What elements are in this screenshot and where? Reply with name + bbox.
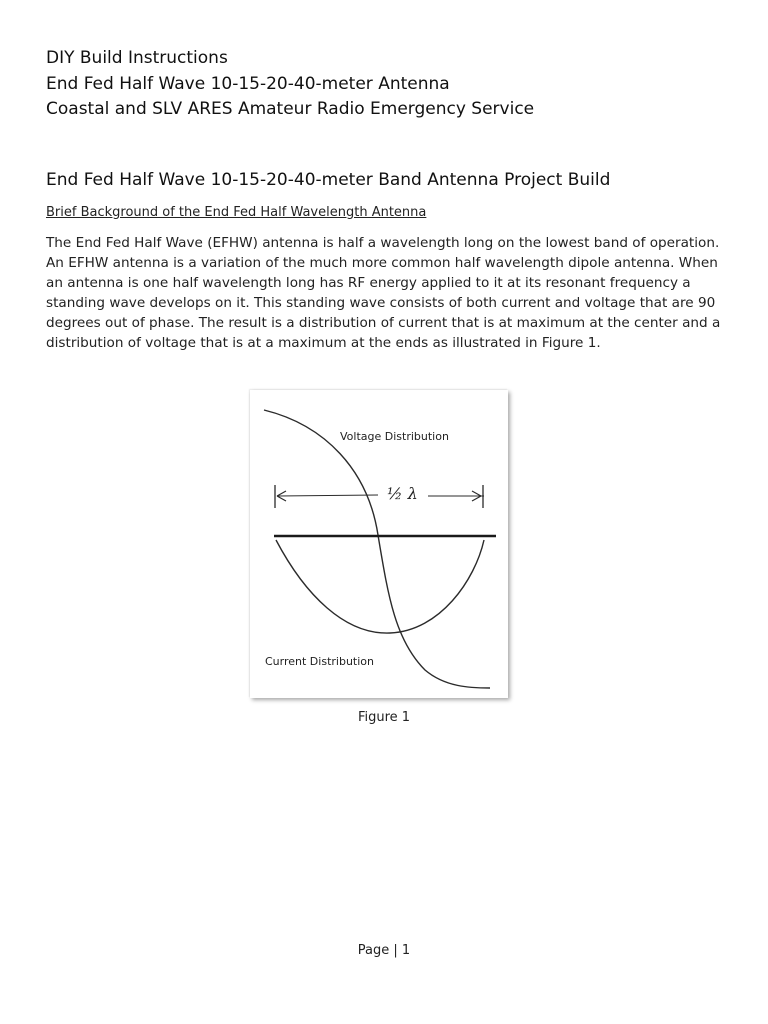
current-curve — [276, 540, 484, 633]
voltage-distribution-label: Voltage Distribution — [340, 430, 449, 443]
header-line-3: Coastal and SLV ARES Amateur Radio Emergency Service — [46, 99, 535, 119]
subheading: Brief Background of the End Fed Half Wavelength Antenna — [46, 205, 427, 220]
page-number: Page | 1 — [357, 943, 411, 958]
section-title: End Fed Half Wave 10-15-20-40-meter Band Antenna Project Build — [46, 170, 611, 190]
document-header — [46, 46, 534, 123]
body-paragraph: The End Fed Half Wave (EFHW) antenna is half a wavelength long on the lowest band of operation. An EFHW antenna is a variation of the much more common half wavelength dipole antenna. When an antenna is one half wavelength long has RF energy applied to it at its resonant frequency a standing wave develops on it. This standing wave consists of both current and voltage that are 90 degrees out of phase. The result is a distribution of current that is at maximum at the center and a distribution of voltage that is at a maximum at the ends as illustrated in Figure 1. — [46, 235, 721, 351]
header-line-2: End Fed Half Wave 10-15-20-40-meter Antenna — [46, 73, 450, 94]
voltage-curve — [264, 410, 490, 688]
header-line-1: DIY Build Instructions — [46, 48, 228, 68]
current-distribution-label: Current Distribution — [265, 655, 374, 668]
figure-caption: Figure 1 — [357, 710, 411, 725]
figure-1-image — [250, 390, 508, 698]
half-wavelength-label: ½ λ — [387, 484, 418, 503]
dimension-line-left — [278, 495, 378, 496]
